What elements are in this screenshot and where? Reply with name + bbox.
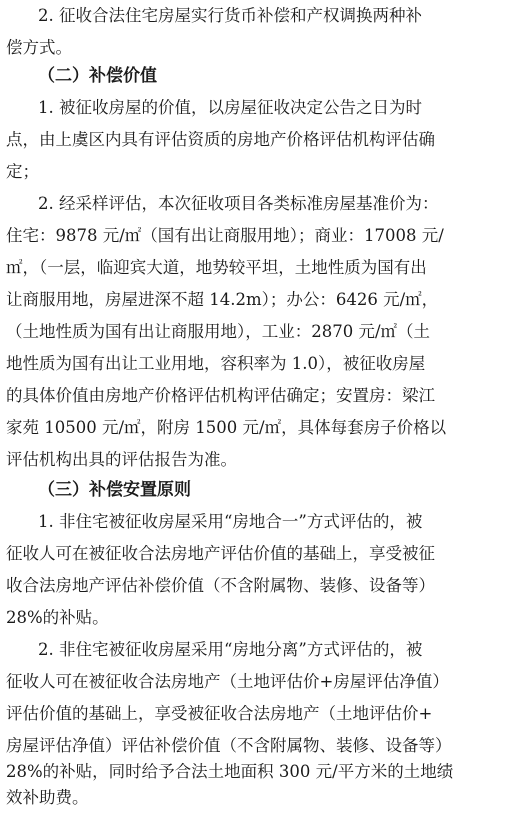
line-text: 1. 被征收房屋的价值，以房屋征收决定公告之日为时 [38, 98, 422, 117]
paragraph-line [0, 538, 523, 570]
paragraph-line [0, 220, 523, 252]
heading-text: （三）补偿安置原则 [38, 480, 191, 500]
paragraph-line [0, 380, 523, 412]
paragraph-line [0, 506, 523, 538]
paragraph-line [0, 634, 523, 666]
line-text: 28%的补贴，同时给予合法土地面积 300 元/平方米的土地绩 [6, 762, 454, 781]
line-text: 定； [6, 162, 39, 181]
line-text: 房屋评估净值）评估补偿价值（不含附属物、装修、设备等） [6, 736, 452, 755]
line-text: 2. 征收合法住宅房屋实行货币补偿和产权调换两种补 [38, 6, 422, 25]
section-heading-2 [0, 60, 523, 92]
paragraph-line [0, 602, 523, 634]
line-text: 偿方式。 [6, 38, 72, 57]
line-text: 2. 非住宅被征收房屋采用“房地分离”方式评估的，被 [38, 640, 423, 659]
heading-text: （二）补偿价值 [38, 66, 157, 86]
line-text: 评估机构出具的评估报告为准。 [6, 450, 237, 469]
line-text: 的具体价值由房地产价格评估机构评估确定；安置房：梁江 [6, 386, 435, 405]
line-text: 28%的补贴。 [6, 608, 109, 627]
paragraph-line [0, 570, 523, 602]
paragraph-line [0, 348, 523, 380]
line-text: 征收人可在被征收合法房地产（土地评估价+房屋评估净值） [6, 672, 449, 691]
line-text: 收合法房地产评估补偿价值（不含附属物、装修、设备等） [6, 576, 435, 595]
paragraph-line [0, 412, 523, 444]
paragraph-line [0, 698, 523, 730]
line-text: 征收人可在被征收合法房地产评估价值的基础上，享受被征 [6, 544, 435, 563]
line-text: 地性质为国有出让工业用地，容积率为 1.0），被征收房屋 [6, 354, 426, 373]
line-text: 效补助费。 [6, 788, 89, 807]
paragraph-line [0, 444, 523, 476]
paragraph-line [0, 92, 523, 124]
line-text: （土地性质为国有出让商服用地），工业：2870 元/㎡（土 [6, 322, 431, 341]
line-text: 家苑 10500 元/㎡，附房 1500 元/㎡，具体每套房子价格以 [6, 418, 447, 437]
line-text: 2. 经采样评估，本次征收项目各类标准房屋基准价为： [38, 194, 439, 213]
line-text: 让商服用地，房屋进深不超 14.2m）；办公：6426 元/㎡， [6, 290, 439, 309]
paragraph-line [0, 782, 523, 814]
section-heading-3 [0, 474, 523, 506]
paragraph-line [0, 252, 523, 284]
paragraph-line [0, 0, 523, 32]
paragraph-line [0, 156, 523, 188]
paragraph-line [0, 124, 523, 156]
paragraph-line [0, 188, 523, 220]
line-text: ㎡，（一层，临迎宾大道，地势较平坦，土地性质为国有出 [6, 258, 427, 277]
paragraph-line [0, 284, 523, 316]
line-text: 住宅：9878 元/㎡（国有出让商服用地）；商业：17008 元/ [6, 226, 444, 245]
paragraph-line [0, 666, 523, 698]
line-text: 1. 非住宅被征收房屋采用“房地合一”方式评估的，被 [38, 512, 423, 531]
paragraph-line [0, 316, 523, 348]
line-text: 评估价值的基础上，享受被征收合法房地产（土地评估价+ [6, 704, 433, 723]
line-text: 点，由上虞区内具有评估资质的房地产价格评估机构评估确 [6, 130, 435, 149]
